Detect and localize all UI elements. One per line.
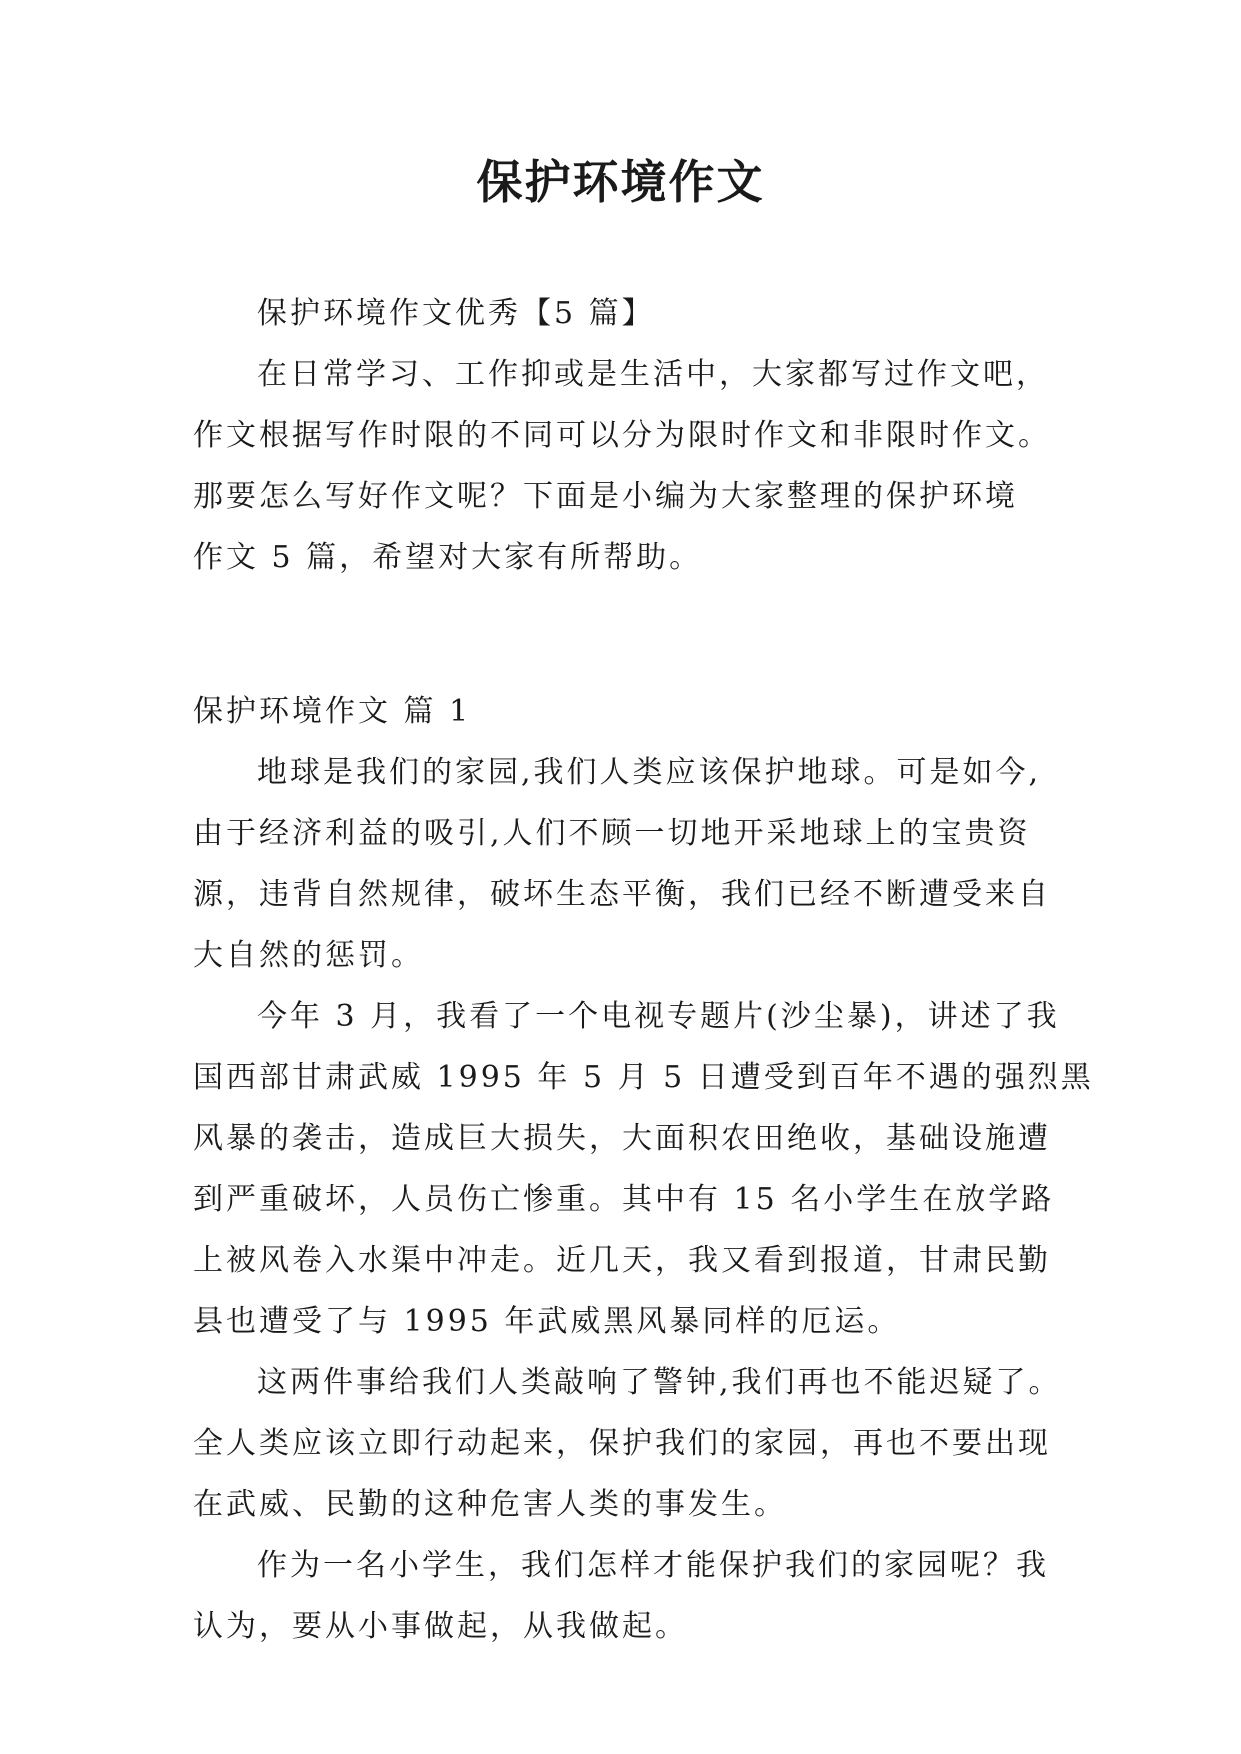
document-body	[193, 283, 1094, 1657]
text-line: 大自然的惩罚。	[193, 938, 424, 973]
text-line: 作文 5 篇，希望对大家有所帮助。	[193, 540, 703, 575]
text-line: 到严重破坏，人员伤亡惨重。其中有 15 名小学生在放学路	[193, 1182, 1055, 1217]
text-line: 由于经济利益的吸引,人们不顾一切地开采地球上的宝贵资	[193, 816, 1031, 851]
text-line: 作为一名小学生，我们怎样才能保护我们的家园呢？我	[257, 1548, 1049, 1583]
text-line: 国西部甘肃武威 1995 年 5 月 5 日遭受到百年不遇的强烈黑	[193, 1060, 1094, 1095]
text-line: 今年 3 月，我看了一个电视专题片(沙尘暴)，讲述了我	[257, 999, 1060, 1034]
text-line: 那要怎么写好作文呢？下面是小编为大家整理的保护环境	[193, 479, 1018, 514]
text-line: 县也遭受了与 1995 年武威黑风暴同样的厄运。	[193, 1304, 901, 1339]
text-line: 地球是我们的家园,我们人类应该保护地球。可是如今,	[257, 755, 1042, 790]
text-line: 这两件事给我们人类敲响了警钟,我们再也不能迟疑了。	[257, 1365, 1062, 1400]
text-line: 在武威、民勤的这种危害人类的事发生。	[193, 1487, 787, 1522]
text-line: 作文根据写作时限的不同可以分为限时作文和非限时作文。	[193, 418, 1051, 453]
text-line: 保护环境作文优秀【5 篇】	[257, 296, 655, 331]
text-line: 在日常学习、工作抑或是生活中，大家都写过作文吧，	[257, 357, 1049, 392]
section-heading: 保护环境作文 篇 1	[193, 694, 472, 729]
text-line: 认为，要从小事做起，从我做起。	[193, 1609, 688, 1644]
document-title: 保护环境作文	[476, 155, 765, 209]
text-line: 源，违背自然规律，破坏生态平衡，我们已经不断遭受来自	[193, 877, 1051, 912]
text-line: 全人类应该立即行动起来，保护我们的家园，再也不要出现	[193, 1426, 1051, 1461]
text-line: 风暴的袭击，造成巨大损失，大面积农田绝收，基础设施遭	[193, 1121, 1051, 1156]
text-line: 上被风卷入水渠中冲走。近几天，我又看到报道，甘肃民勤	[193, 1243, 1051, 1278]
paragraph-spacer	[193, 604, 1073, 665]
